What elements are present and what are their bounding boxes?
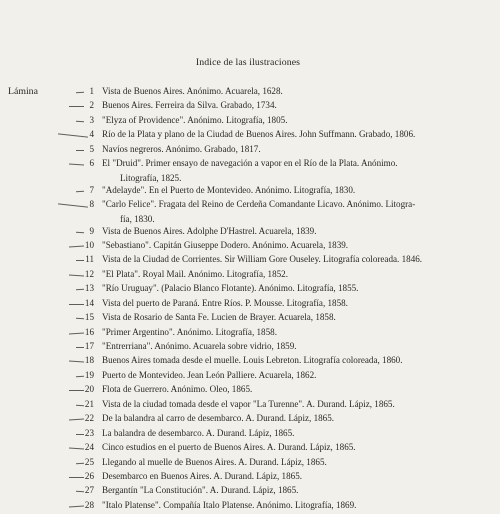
plate-description: La balandra de desembarco. A. Durand. Lápiz, 1865. [102, 427, 295, 438]
plate-description: Bergantín "La Constitución". A. Durand. Lápiz, 1865. [102, 485, 299, 496]
plate-description-continuation: fía, 1830. [120, 213, 155, 224]
plate-number: 27 [84, 485, 94, 496]
plate-description: "Entrerriana". Anónimo. Acuarela sobre vidrio, 1859. [102, 341, 297, 351]
plate-description: El "Druid". Primer ensayo de navegación a vapor en el Río de la Plata. Anónimo. [102, 158, 398, 169]
pen-tick-mark [69, 477, 84, 478]
plate-description: "Adelayde". En el Puerto de Montevideo. Anónimo. Litografía, 1830. [102, 184, 356, 195]
pen-tick-mark [76, 150, 84, 151]
pen-tick-mark [69, 106, 84, 107]
list-item [0, 341, 500, 355]
plate-number: 16 [84, 326, 94, 337]
plate-number: 5 [89, 143, 94, 154]
pen-tick-mark [69, 304, 84, 305]
plate-description: Río de la Plata y plano de la Ciudad de Buenos Aires. John Suffmann. Grabado, 1806. [102, 129, 416, 140]
plate-description: Vista de la Ciudad de Corrientes. Sir William Gore Ouseley. Litografía coloreada. 1846. [102, 254, 423, 265]
list-item [0, 471, 500, 485]
plate-description: "Italo Platense". Compañía Italo Platense. Anónimo. Litografía, 1869. [102, 499, 357, 510]
list-item [0, 254, 500, 268]
plate-description: Vista de la ciudad tomada desde el vapor "La Turenne". A. Durand. Lápiz, 1865. [102, 398, 395, 409]
plate-number: 25 [84, 456, 94, 467]
plate-description: Vista del puerto de Paraná. Entre Ríos. P. Mousse. Litografía, 1858. [102, 297, 348, 308]
list-item [0, 158, 500, 172]
plate-description: Vista de Rosario de Santa Fe. Lucien de Brayer. Acuarela, 1858. [102, 312, 336, 323]
list-item [0, 399, 500, 413]
plate-number: 20 [84, 384, 94, 395]
plate-number: 1 [89, 86, 94, 96]
list-item [0, 129, 500, 143]
plate-description: De la balandra al carro de desembarco. A. Durand. Lápiz, 1865. [102, 413, 335, 424]
plate-description: Vista de Buenos Aires. Adolphe D'Hastrel. Acuarela, 1839. [102, 225, 317, 236]
list-item [0, 442, 500, 456]
list-item [0, 185, 500, 199]
illustration-list [0, 86, 500, 514]
list-item [0, 370, 500, 384]
plate-description: "Primer Argentino". Anónimo. Litografía, 1858. [102, 326, 277, 337]
plate-number: 3 [89, 114, 94, 125]
list-item [0, 240, 500, 254]
plate-number: 12 [84, 268, 94, 279]
plate-number: 15 [84, 312, 94, 323]
list-item [0, 413, 500, 427]
list-item-continuation [0, 214, 500, 226]
plate-description: Navíos negreros. Anónimo. Grabado, 1817. [102, 143, 261, 154]
plate-description: "Carlo Felice". Fragata del Reino de Cerdeña Comandante Licavo. Anónimo. Litogra- [102, 199, 416, 210]
plate-number: 19 [84, 369, 94, 380]
plate-number: 4 [89, 129, 94, 140]
plate-number: 11 [85, 254, 94, 265]
plate-description: "El Plata". Royal Mail. Anónimo. Litografía, 1852. [102, 268, 288, 279]
plate-number: 21 [84, 398, 94, 409]
plate-description: Buenos Aires tomada desde el muelle. Louis Lebreton. Litografía coloreada, 1860. [102, 355, 403, 366]
plate-description: "Río Uruguay". (Palacio Blanco Flotante). Anónimo. Litografía, 1855. [102, 283, 359, 294]
plate-description-continuation: Litografía, 1825. [120, 172, 182, 183]
plate-number: 17 [84, 341, 94, 351]
list-item [0, 355, 500, 369]
page-title: Indice de las ilustraciones [195, 57, 301, 68]
plate-number: 14 [84, 297, 94, 308]
plate-number: 22 [84, 413, 94, 424]
plate-number: 9 [89, 225, 94, 236]
list-item [0, 283, 500, 297]
list-item [0, 485, 500, 499]
list-item-continuation [0, 173, 500, 185]
plate-number: 8 [89, 199, 94, 210]
list-item [0, 100, 500, 114]
plate-description: Desembarco en Buenos Aires. A. Durand. Lápiz, 1865. [102, 470, 303, 481]
plate-number: 7 [89, 184, 94, 195]
plate-description: "Elyza of Providence". Anónimo. Litografía, 1805. [102, 114, 288, 125]
plate-number: 23 [84, 427, 94, 438]
list-item [0, 384, 500, 398]
pen-tick-mark [76, 434, 84, 435]
plate-number: 18 [84, 355, 94, 366]
plate-description: Cinco estudios en el puerto de Buenos Aires. A. Durand. Lápiz, 1865. [102, 442, 356, 453]
plate-description: Llegando al muelle de Buenos Aires. A. Durand. Lápiz, 1865. [102, 456, 327, 467]
list-item [0, 269, 500, 283]
list-item [0, 86, 500, 100]
plate-description: Puerto de Montevideo. Jean León Palliere. Acuarela, 1862. [102, 369, 317, 380]
list-item [0, 115, 500, 129]
pen-tick-mark [76, 347, 84, 348]
plate-number: 6 [89, 158, 94, 169]
plate-description: Vista de Buenos Aires. Anónimo. Acuarela, 1628. [102, 86, 283, 96]
pen-tick-mark [69, 390, 84, 391]
lamina-label: Lámina [8, 86, 38, 97]
list-item [0, 428, 500, 442]
list-item [0, 312, 500, 326]
plate-number: 26 [84, 470, 94, 481]
plate-number: 13 [84, 283, 94, 294]
plate-description: "Sebastiano". Capitán Giuseppe Dodero. Anónimo. Acuarela, 1839. [102, 239, 349, 250]
list-item [0, 144, 500, 158]
pen-tick-mark [76, 260, 84, 261]
plate-description: Flota de Guerrero. Anónimo. Oleo, 1865. [102, 384, 253, 395]
plate-number: 24 [84, 442, 94, 453]
plate-description: Buenos Aires. Ferreira da Silva. Grabado, 1734. [102, 100, 277, 111]
list-item [0, 457, 500, 471]
plate-number: 10 [84, 239, 94, 250]
plate-number: 2 [89, 100, 94, 111]
plate-number: 28 [84, 499, 94, 510]
